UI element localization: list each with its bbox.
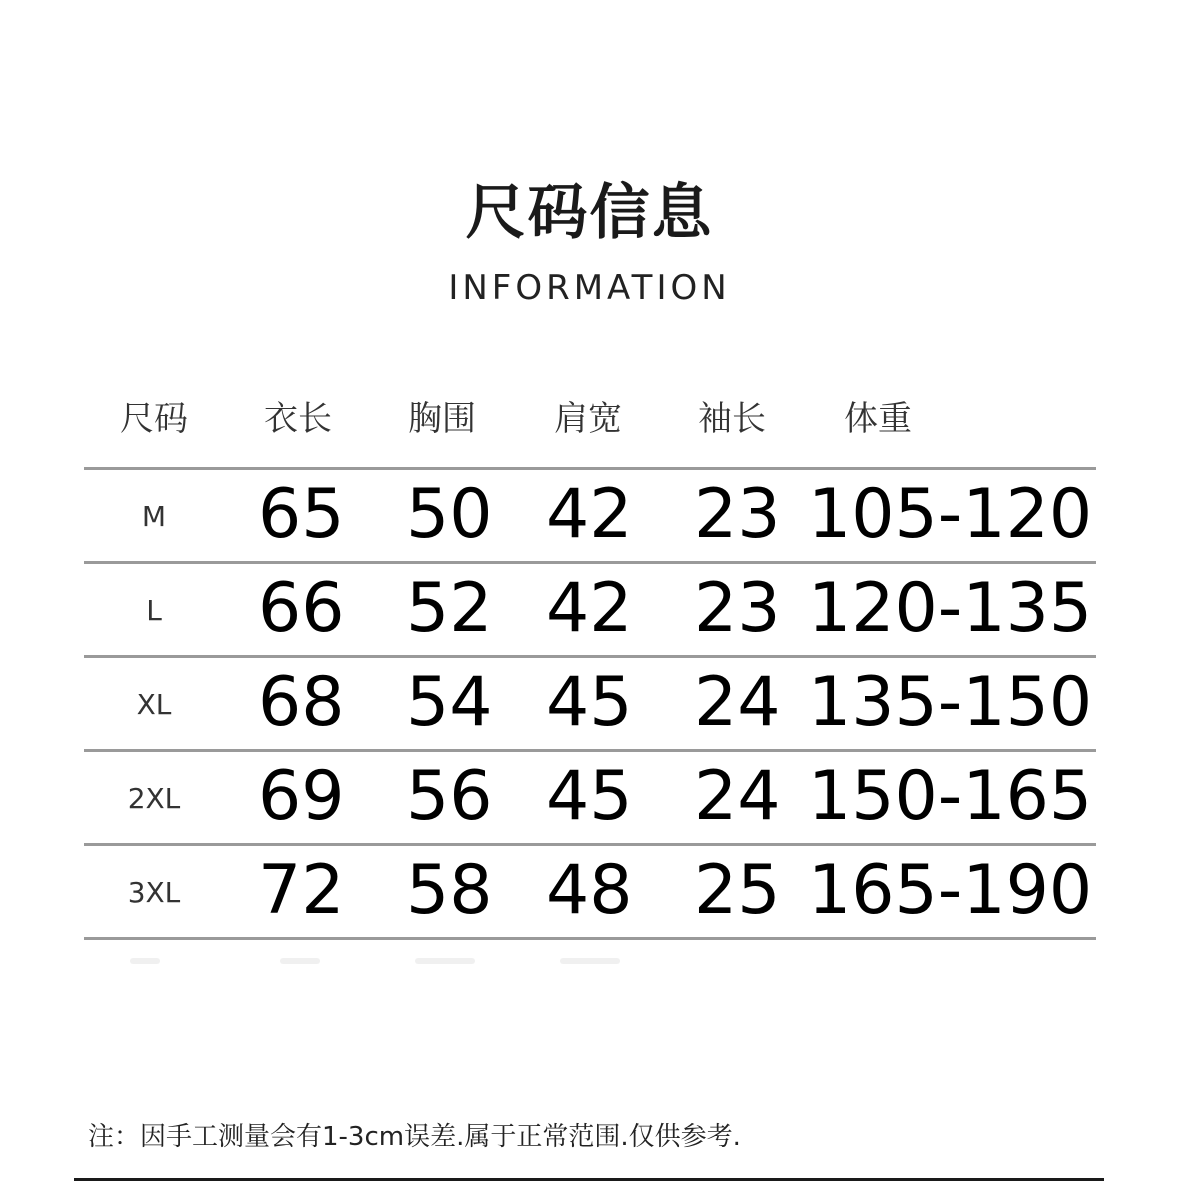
weight-value: 120-135: [808, 569, 1093, 648]
sleeve-value: 23: [694, 569, 781, 648]
shoulder-value: 45: [546, 757, 633, 836]
weight-value: 165-190: [808, 851, 1093, 930]
page-subtitle: INFORMATION: [448, 268, 731, 308]
length-value: 72: [258, 851, 345, 930]
length-value: 66: [258, 569, 345, 648]
weight-value: 135-150: [808, 663, 1093, 742]
header-size: 尺码: [120, 399, 188, 439]
table-header-row: [84, 375, 1096, 470]
chest-value: 54: [406, 663, 493, 742]
shoulder-value: 42: [546, 475, 633, 554]
shoulder-value: 48: [546, 851, 633, 930]
chest-value: 50: [406, 475, 493, 554]
faint-mark: [415, 958, 475, 964]
length-value: 69: [258, 757, 345, 836]
shoulder-value: 42: [546, 569, 633, 648]
table-row: [84, 470, 1096, 564]
header-length: 衣长: [264, 399, 332, 439]
faint-artifact-row: [130, 958, 630, 972]
sleeve-value: 23: [694, 475, 781, 554]
header-shoulder: 肩宽: [554, 399, 622, 439]
size-label: XL: [136, 688, 172, 721]
size-label: 3XL: [127, 876, 181, 909]
measurement-note: 注：因手工测量会有1-3cm误差.属于正常范围.仅供参考.: [88, 1122, 741, 1152]
chest-value: 58: [406, 851, 493, 930]
weight-value: 105-120: [808, 475, 1093, 554]
faint-mark: [560, 958, 620, 964]
size-label: L: [146, 594, 162, 627]
size-label: M: [141, 500, 167, 533]
faint-mark: [280, 958, 320, 964]
shoulder-value: 45: [546, 663, 633, 742]
weight-value: 150-165: [808, 757, 1093, 836]
table-row: [84, 564, 1096, 658]
chest-value: 52: [406, 569, 493, 648]
table-row: [84, 752, 1096, 846]
length-value: 65: [258, 475, 345, 554]
bottom-divider: [74, 1178, 1104, 1181]
sleeve-value: 24: [694, 663, 781, 742]
page-title: 尺码信息: [465, 178, 714, 248]
size-label: 2XL: [127, 782, 181, 815]
header-sleeve: 袖长: [698, 399, 766, 439]
header-chest: 胸围: [408, 399, 476, 439]
sleeve-value: 24: [694, 757, 781, 836]
table-row: [84, 658, 1096, 752]
sleeve-value: 25: [694, 851, 781, 930]
faint-mark: [130, 958, 160, 964]
chest-value: 56: [406, 757, 493, 836]
header-weight: 体重: [844, 399, 912, 439]
length-value: 68: [258, 663, 345, 742]
size-table: [84, 375, 1096, 940]
table-row: [84, 846, 1096, 940]
